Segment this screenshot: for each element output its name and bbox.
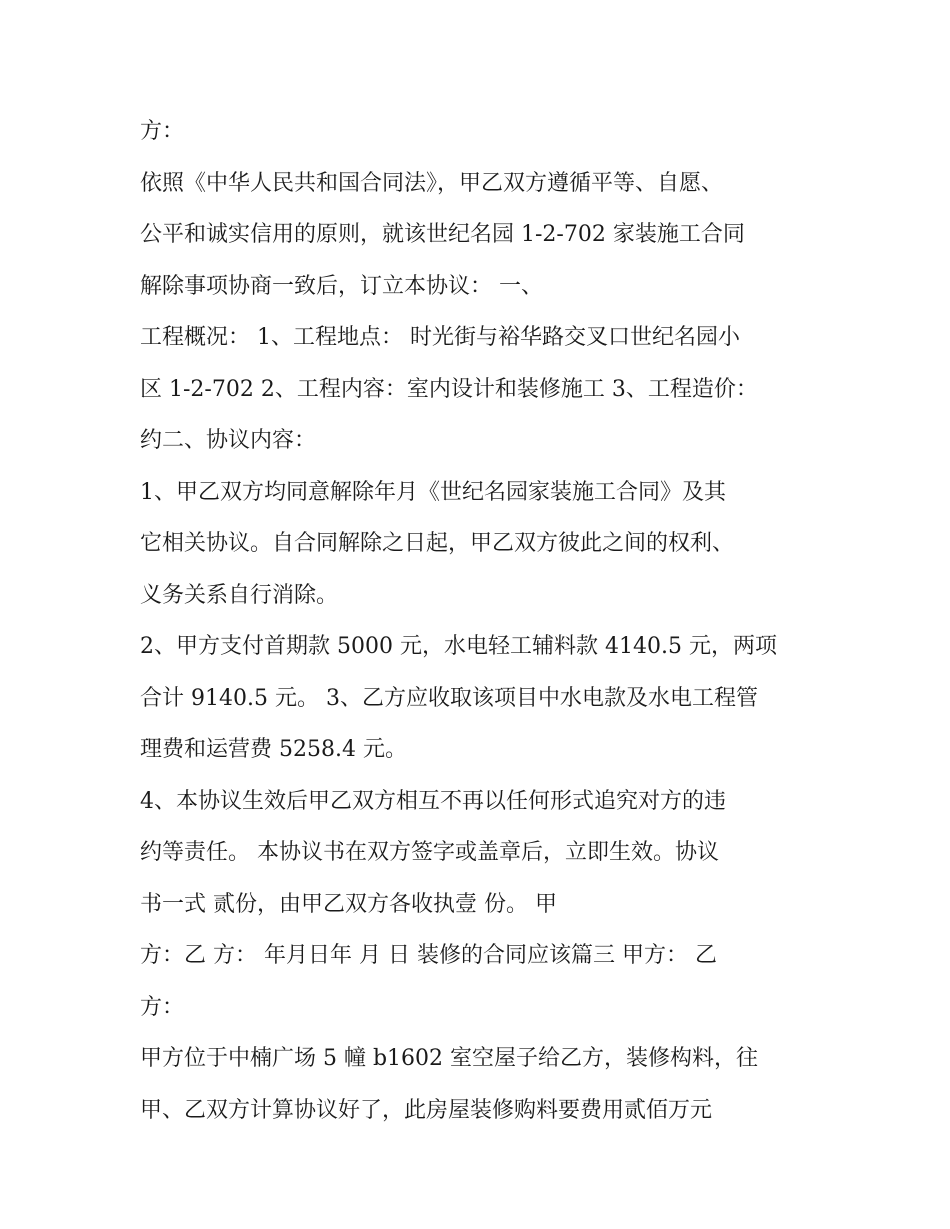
text-line: 4、本协议生效后甲乙双方相互不再以任何形式追究对方的违 [140,788,726,814]
text-line: 约二、协议内容： [140,428,317,453]
text-line: 方：乙 方： 年月日年 月 日 装修的合同应该篇三 甲方： 乙 [140,943,717,968]
text-line: 解除事项协商一致后，订立本协议： 一、 [140,273,543,299]
text-line: 2、甲方支付首期款 5000 元，水电轻工辅料款 4140.5 元，两项 [140,634,777,659]
text-line: 义务关系自行消除。 [140,582,339,608]
text-line: 方： [140,119,185,144]
text-line: 工程概况： 1、工程地点： 时光街与裕华路交叉口世纪名园小 [140,325,740,350]
text-line: 约等责任。 本协议书在双方签字或盖章后，立即生效。协议 [140,840,719,865]
text-line: 1、甲乙双方均同意解除年月《世纪名园家装施工合同》及其 [140,479,726,505]
text-line: 甲、乙双方计算协议好了，此房屋装修购料要费用贰佰万元 [140,1097,713,1123]
text-line: 合计 9140.5 元。 3、乙方应收取该项目中水电款及水电工程管 [140,685,758,711]
text-line: 它相关协议。自合同解除之日起，甲乙双方彼此之间的权利、 [140,531,735,556]
text-line: 甲方位于中楠广场 5 幢 b1602 室空屋子给乙方，装修构料，往 [140,1046,759,1071]
text-line: 区 1-2-702 2、工程内容：室内设计和装修施工 3、工程造价： [140,376,758,402]
text-line: 依照《中华人民共和国合同法》，甲乙双方遵循平等、自愿、 [140,170,724,196]
text-line: 方： [140,994,185,1020]
text-line: 书一式 贰份，由甲乙双方各收执壹 份。 甲 [140,891,557,917]
text-line: 理费和运营费 5258.4 元。 [140,737,407,762]
text-line: 公平和诚实信用的原则，就该世纪名园 1-2-702 家装施工合同 [140,222,745,247]
document-body [140,106,820,1136]
